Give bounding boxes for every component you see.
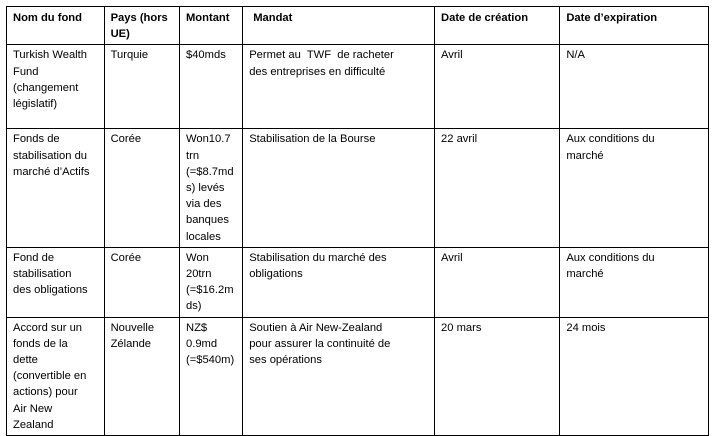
cell-mandat-line: ses opérations (249, 354, 322, 367)
cell-montant (179, 129, 242, 247)
cell-montant-line: 0.9md (185, 337, 218, 350)
cell-montant-line: locales (185, 230, 221, 243)
cell-mandat-line: des entreprises en difficulté (249, 65, 386, 78)
cell-montant (179, 317, 242, 435)
cell-mandat-line: pour assurer la continuité de (249, 337, 391, 350)
cell-nom-line: stabilisation du (13, 149, 88, 162)
cell-expiration-line: Aux conditions du (566, 133, 655, 146)
cell-montant-line: $40mds (185, 49, 226, 62)
cell-nom-line: (changement (13, 81, 79, 94)
cell-nom-line: Air New (13, 402, 53, 415)
cell-montant-line: Won (185, 251, 209, 264)
table-header-row (7, 7, 709, 45)
cell-mandat (243, 45, 435, 129)
header-date-creation: Date de création (435, 7, 560, 45)
cell-pays-line: Corée (110, 133, 142, 146)
cell-nom (7, 129, 105, 247)
header-mandat: Mandat (243, 7, 435, 45)
header-montant: Montant (179, 7, 242, 45)
cell-expiration-line: Aux conditions du (566, 251, 655, 264)
cell-pays (104, 317, 179, 435)
cell-nom-line: Zealand (13, 418, 54, 431)
cell-creation: Avril (435, 247, 560, 317)
cell-nom (7, 247, 105, 317)
cell-montant-line: (=$8.7md (185, 165, 234, 178)
cell-expiration (560, 45, 709, 129)
cell-mandat (243, 247, 435, 317)
cell-nom-line: fonds de la (13, 337, 68, 350)
cell-nom-line: des obligations (13, 284, 88, 297)
cell-creation: 20 mars (435, 317, 560, 435)
cell-nom-line: marché d’Actifs (13, 165, 90, 178)
cell-nom-line: actions) pour (13, 386, 78, 399)
cell-mandat (243, 129, 435, 247)
cell-nom-line: dette (13, 354, 38, 367)
cell-mandat-line: Soutien à Air New-Zealand (249, 321, 383, 334)
cell-montant-line: (=$16.2m (185, 284, 234, 297)
cell-montant-line: (=$540m) (185, 354, 235, 367)
cell-nom-line: Fonds de (13, 133, 60, 146)
cell-expiration (560, 247, 709, 317)
cell-nom-line: Fond de (13, 251, 55, 264)
cell-expiration-line: N/A (566, 49, 585, 62)
table-row (7, 247, 709, 317)
cell-expiration-line: 24 mois (566, 321, 606, 334)
table-row (7, 129, 709, 247)
cell-pays-line: Corée (110, 251, 142, 264)
cell-creation: 22 avril (435, 129, 560, 247)
header-pays: Pays (hors UE) (104, 7, 179, 45)
header-date-expiration: Date d’expiration (560, 7, 709, 45)
cell-pays (104, 45, 179, 129)
cell-nom-line: législatif) (13, 98, 58, 111)
cell-pays-line: Nouvelle (110, 321, 155, 334)
cell-nom (7, 45, 105, 129)
cell-expiration (560, 317, 709, 435)
cell-mandat-line: Stabilisation de la Bourse (249, 133, 376, 146)
cell-pays-line: Turquie (110, 49, 149, 62)
cell-pays (104, 247, 179, 317)
cell-mandat-line: Stabilisation du marché des (249, 251, 387, 264)
table-row (7, 45, 709, 129)
cell-nom-line: Turkish Wealth (13, 49, 87, 62)
cell-mandat (243, 317, 435, 435)
cell-montant-line: banques (185, 214, 229, 227)
cell-montant-line: Won10.7 (185, 133, 231, 146)
cell-pays-line: Zélande (110, 337, 152, 350)
cell-expiration-line: marché (566, 268, 604, 281)
table-row (7, 317, 709, 435)
cell-creation: Avril (435, 45, 560, 129)
cell-mandat-line: obligations (249, 268, 303, 281)
cell-montant-line: 20trn (185, 268, 212, 281)
header-nom-du-fond: Nom du fond (7, 7, 105, 45)
cell-montant-line: s) levés (185, 182, 225, 195)
cell-montant (179, 45, 242, 129)
cell-montant-line: NZ$ (185, 321, 208, 334)
cell-montant-line: ds) (185, 300, 202, 313)
cell-montant (179, 247, 242, 317)
cell-nom (7, 317, 105, 435)
cell-nom-line: (convertible en (13, 370, 87, 383)
cell-expiration-line: marché (566, 149, 604, 162)
cell-montant-line: trn (185, 149, 200, 162)
cell-mandat-line: Permet au TWF de racheter (249, 49, 394, 62)
cell-montant-line: via des (185, 198, 222, 211)
funds-table (6, 6, 709, 436)
cell-expiration (560, 129, 709, 247)
cell-nom-line: Fund (13, 65, 39, 78)
cell-nom-line: stabilisation (13, 268, 72, 281)
cell-pays (104, 129, 179, 247)
cell-nom-line: Accord sur un (13, 321, 83, 334)
